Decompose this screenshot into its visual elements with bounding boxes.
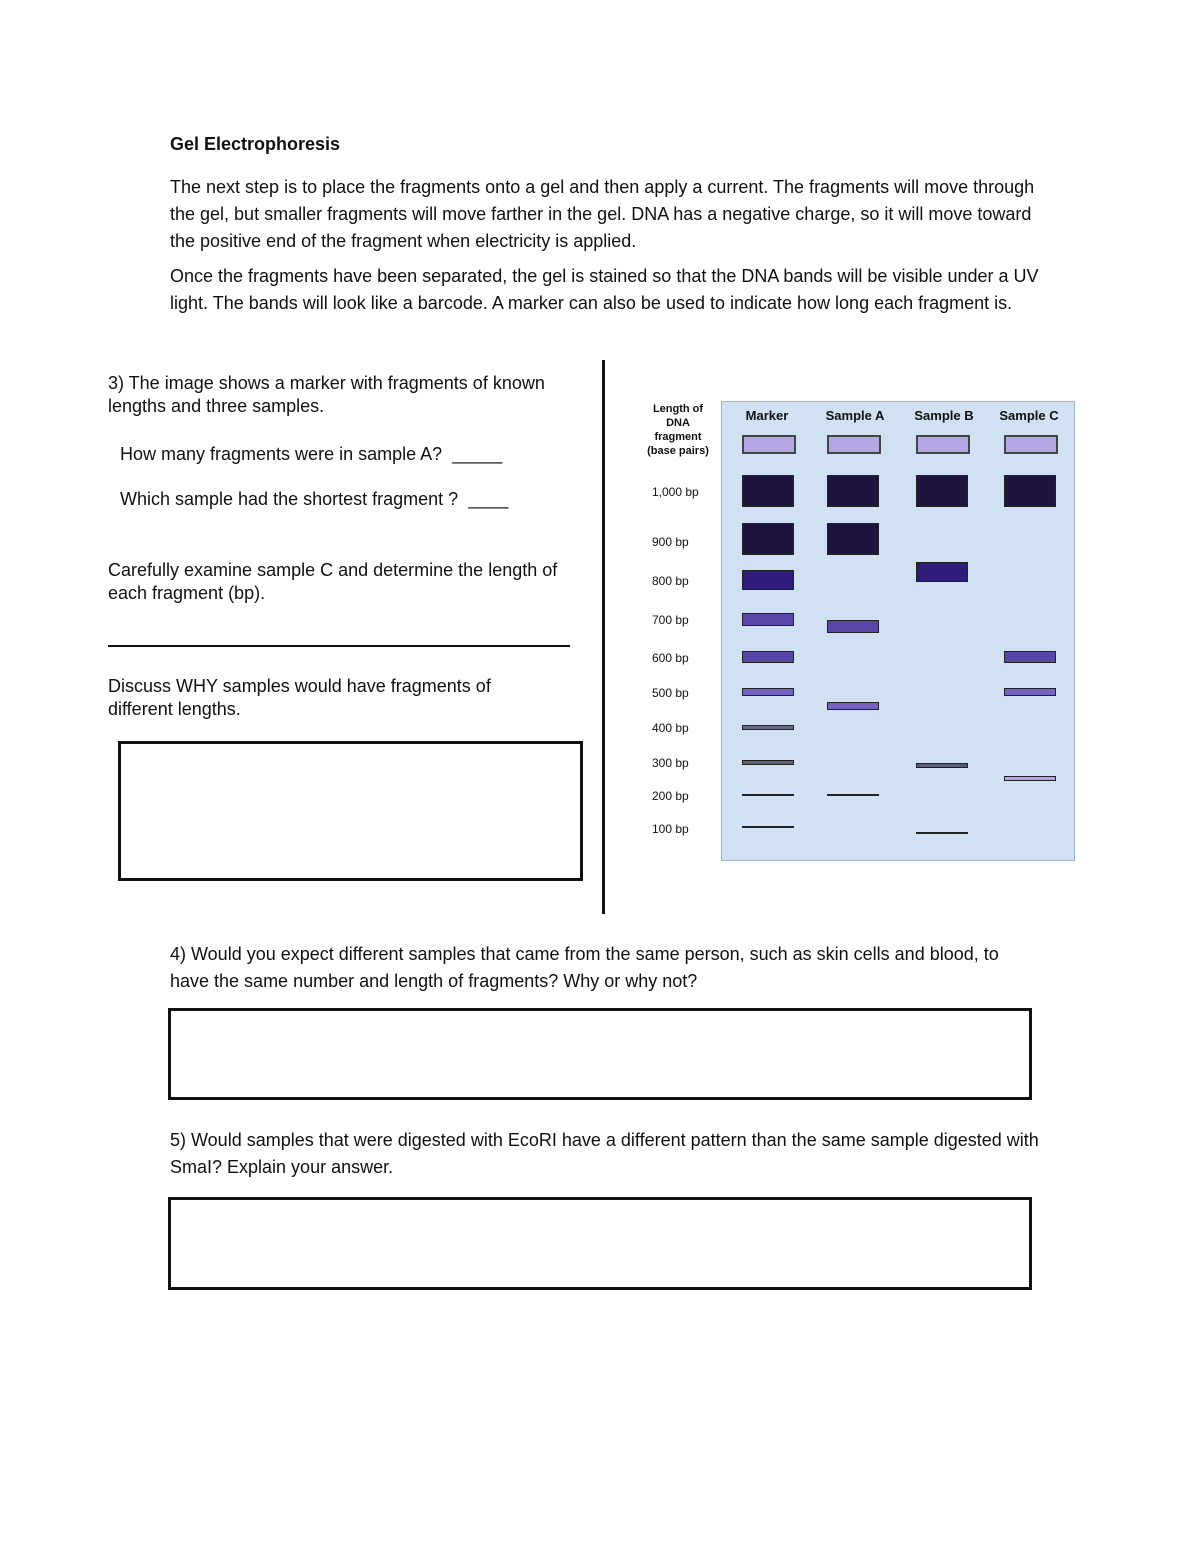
- gel-band: [916, 763, 968, 768]
- gel-band: [1004, 475, 1056, 507]
- q4-question: 4) Would you expect different samples that came from the same person, such as skin cells and blood, to have the same number and length of fragments? Why or why not?: [170, 944, 999, 991]
- gel-band: [916, 475, 968, 507]
- gel-band: [742, 826, 794, 828]
- intro-paragraph-2: Once the fragments have been separated, the gel is stained so that the DNA bands will be visible under a UV light. The bands will look like a barcode. A marker can also be used to indicate how long each fragment is.: [170, 266, 1039, 313]
- gel-band: [742, 651, 794, 663]
- gel-band: [742, 725, 794, 730]
- intro-paragraph-1: The next step is to place the fragments onto a gel and then apply a current. The fragments will move through the gel, but smaller fragments will move farther in the gel. DNA has a negative charge, so it will move toward the positive end of the fragment when electricity is applied.: [170, 177, 1035, 251]
- q5-question: 5) Would samples that were digested with EcoRI have a different pattern than the same sample digested with SmaI? Explain your answer.: [170, 1130, 1039, 1177]
- q3-question-c: Carefully examine sample C and determine the length of each fragment (bp).: [108, 560, 558, 603]
- gel-band: [827, 523, 879, 555]
- q5-answer-box[interactable]: [168, 1197, 1032, 1290]
- size-label: 200 bp: [652, 789, 689, 803]
- size-label: 300 bp: [652, 756, 689, 770]
- gel-band: [742, 613, 794, 626]
- gel-band: [742, 475, 794, 507]
- q3-question-b: Which sample had the shortest fragment ? ____: [120, 489, 509, 509]
- q3-intro: 3) The image shows a marker with fragments of known lengths and three samples.: [108, 373, 545, 416]
- gel-figure: [632, 398, 1080, 868]
- gel-band: [742, 794, 794, 796]
- gel-well: [1004, 435, 1058, 454]
- gel-band: [1004, 776, 1056, 781]
- column-divider: [602, 360, 605, 914]
- lane-header: Sample A: [825, 408, 885, 423]
- gel-band: [827, 475, 879, 507]
- gel-band: [742, 688, 794, 696]
- lane-header: Sample C: [999, 408, 1059, 423]
- size-label: 400 bp: [652, 721, 689, 735]
- size-label: 1,000 bp: [652, 485, 699, 499]
- size-label: 700 bp: [652, 613, 689, 627]
- gel-well: [742, 435, 796, 454]
- gel-band: [1004, 688, 1056, 696]
- gel-band: [1004, 651, 1056, 663]
- axis-title-line: fragment: [654, 431, 702, 443]
- axis-title-line: Length of: [652, 403, 704, 415]
- q3-answer-box[interactable]: [118, 741, 583, 881]
- gel-band: [916, 562, 968, 582]
- size-label: 800 bp: [652, 574, 689, 588]
- gel-band: [827, 620, 879, 633]
- gel-well: [827, 435, 881, 454]
- size-label: 900 bp: [652, 535, 689, 549]
- axis-title-line: DNA: [666, 417, 690, 429]
- gel-band: [916, 832, 968, 834]
- size-label: 600 bp: [652, 651, 689, 665]
- q3-answer-line[interactable]: [108, 645, 570, 647]
- lane-header: Sample B: [914, 408, 974, 423]
- size-label: 500 bp: [652, 686, 689, 700]
- gel-band: [742, 570, 794, 590]
- gel-band: [742, 760, 794, 765]
- gel-band: [827, 794, 879, 796]
- gel-band: [827, 702, 879, 710]
- gel-well: [916, 435, 970, 454]
- q3-question-a: How many fragments were in sample A? _____: [120, 444, 503, 464]
- page-title: Gel Electrophoresis: [170, 134, 341, 154]
- axis-title-line: (base pairs): [647, 445, 709, 457]
- gel-band: [742, 523, 794, 555]
- gel-background: [721, 401, 1075, 861]
- q4-answer-box[interactable]: [168, 1008, 1032, 1100]
- q3-question-d: Discuss WHY samples would have fragments of different lengths.: [108, 676, 491, 719]
- size-label: 100 bp: [652, 822, 689, 836]
- lane-header: Marker: [745, 408, 789, 423]
- gel-axis-title: [640, 402, 716, 458]
